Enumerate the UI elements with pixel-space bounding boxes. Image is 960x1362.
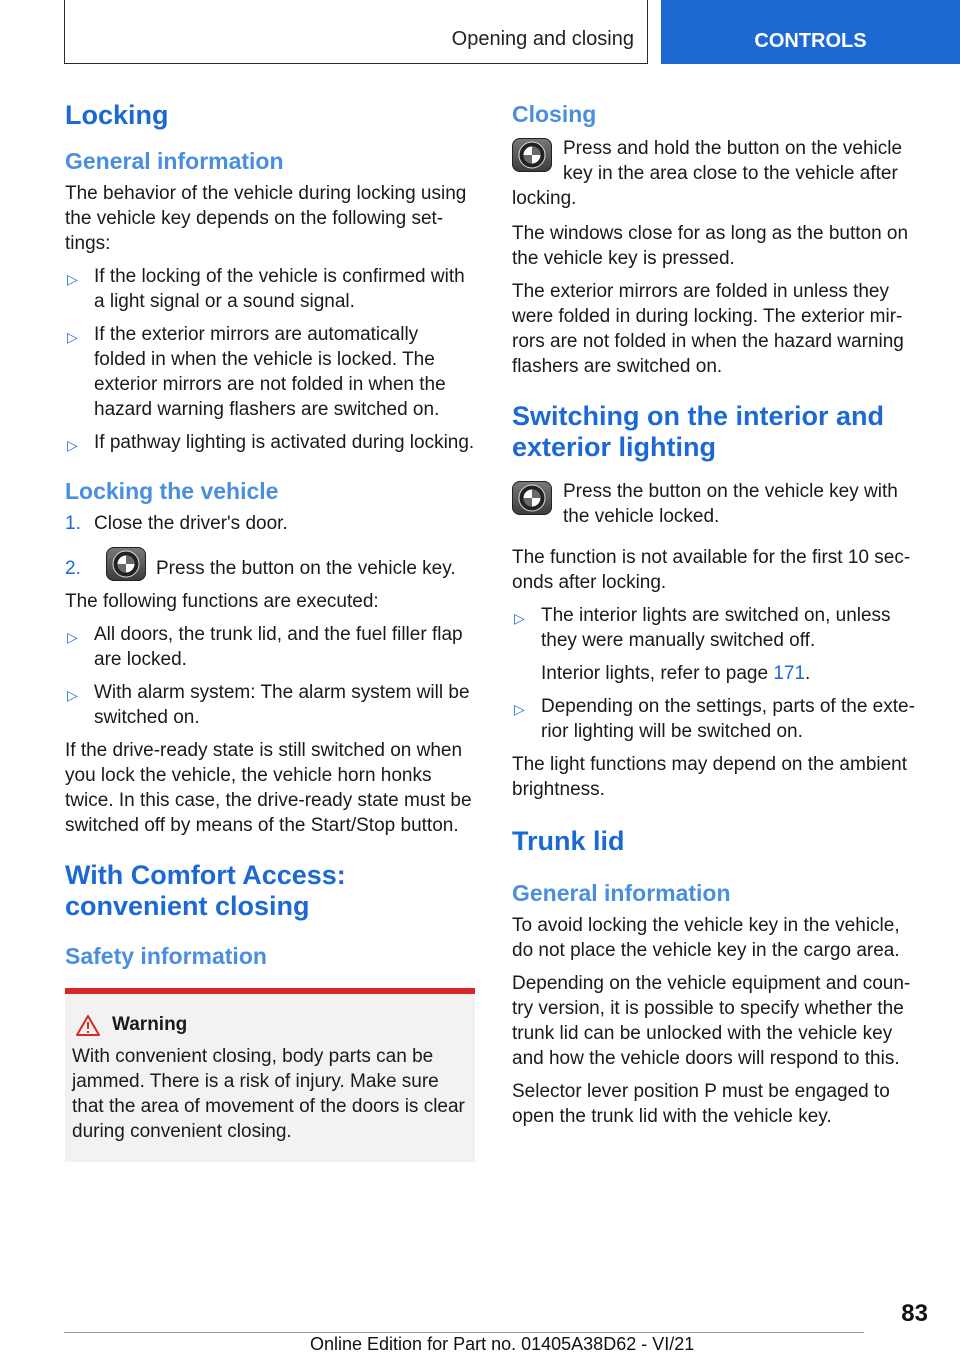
header-chapter-tab[interactable]: CONTROLS <box>661 0 960 64</box>
not-available-text: The function is not available for the first 10 sec-onds after locking. <box>512 547 911 593</box>
list-item: 1. Close the driver's door. <box>65 513 288 534</box>
lighting-heading: Switching on the interior and exterior lighting <box>512 401 885 462</box>
list-item: ▷ Depending on the settings, parts of the exte-rior lighting will be switched on. <box>514 696 915 742</box>
warning-text: With convenient closing, body parts can be jammed. There is a risk of injury. Make sure that the area of movement of the doors is clear during convenient closing. <box>72 1046 465 1142</box>
edition-footer: Online Edition for Part no. 01405A38D62 - VI/21 <box>310 1334 695 1354</box>
page-reference-link[interactable]: 171 <box>773 663 806 684</box>
list-item: ▷ The interior lights are switched on, unless they were manually switched off. <box>514 605 891 651</box>
trunk-lid-heading: Trunk lid <box>512 826 625 856</box>
list-item: 2. Press the button on the vehicle key. <box>65 556 475 581</box>
left-column <box>65 100 475 1162</box>
windows-text: The windows close for as long as the button on the vehicle key is pressed. <box>512 223 909 269</box>
bmw-logo-icon <box>106 547 146 581</box>
functions-intro-text: The following functions are executed: <box>65 591 379 612</box>
closing-heading: Closing <box>512 101 597 127</box>
lighting-instruction: Press the button on the vehicle key with the vehicle locked. <box>512 479 922 529</box>
header-section-title: Opening and closing <box>451 28 634 50</box>
general-info-heading: General information <box>65 148 284 174</box>
drive-ready-text: If the drive-ready state is still switched on when you lock the vehicle, the vehicle horn honks twice. In this case, the drive-ready state must be switched off by means of the Start/Stop button. <box>65 740 472 836</box>
bullet-triangle-icon: ▷ <box>67 687 78 703</box>
bullet-triangle-icon: ▷ <box>67 629 78 645</box>
functions-list <box>65 622 475 730</box>
locking-heading: Locking <box>65 100 169 130</box>
mirrors-text: The exterior mirrors are folded in unless they were folded in during locking. The exterior mir-rors are not folded in when the hazard warning flashers are switched on. <box>512 281 904 377</box>
bullet-triangle-icon: ▷ <box>67 437 78 453</box>
safety-info-heading: Safety information <box>65 943 267 969</box>
list-item: ▷ With alarm system: The alarm system will be switched on. <box>67 682 470 728</box>
trunk-text-2: Depending on the vehicle equipment and coun-try version, it is possible to specify whether the trunk lid can be unlocked with the vehicle key and how the vehicle doors will respond to this. <box>512 973 911 1069</box>
footer-divider <box>64 1332 864 1333</box>
list-item: ▷ If the locking of the vehicle is confirmed with a light signal or a sound signal. <box>67 266 465 312</box>
bmw-logo-icon <box>512 138 552 174</box>
warning-box <box>65 988 475 1162</box>
general-info-list <box>65 264 475 455</box>
locking-steps-list <box>65 511 475 581</box>
closing-instruction: Press and hold the button on the vehicle key in the area close to the vehicle after locking. <box>512 138 903 209</box>
ambient-text: The light functions may depend on the ambient brightness. <box>512 754 908 800</box>
comfort-access-heading: With Comfort Access: convenient closing <box>65 860 346 921</box>
trunk-general-heading: General information <box>512 880 731 906</box>
trunk-text-1: To avoid locking the vehicle key in the vehicle, do not place the vehicle key in the cargo area. <box>512 915 900 961</box>
page-number: 83 <box>901 1300 928 1327</box>
lighting-list-2 <box>512 694 922 744</box>
right-column <box>512 100 922 1137</box>
bullet-triangle-icon: ▷ <box>514 610 525 626</box>
list-item: ▷ If the exterior mirrors are automatically folded in when the vehicle is locked. The exterior mirrors are not folded in when the hazard warning flashers are switched on. <box>67 324 446 420</box>
warning-title: Warning <box>72 1014 467 1036</box>
lighting-list <box>512 603 922 653</box>
locking-vehicle-heading: Locking the vehicle <box>65 478 279 504</box>
trunk-text-3: Selector lever position P must be engaged to open the trunk lid with the vehicle key. <box>512 1081 890 1127</box>
bullet-triangle-icon: ▷ <box>514 701 525 717</box>
bullet-triangle-icon: ▷ <box>67 329 78 345</box>
bmw-logo-icon <box>512 481 552 517</box>
general-intro-text: The behavior of the vehicle during locking using the vehicle key depends on the following set-tings: <box>65 183 467 254</box>
list-item: ▷ If pathway lighting is activated during locking. <box>65 430 475 455</box>
warning-triangle-icon <box>76 1015 100 1036</box>
bullet-triangle-icon: ▷ <box>67 271 78 287</box>
list-item: ▷ All doors, the trunk lid, and the fuel filler flap are locked. <box>67 624 463 670</box>
interior-lights-reference: Interior lights, refer to page 171. <box>541 663 811 684</box>
